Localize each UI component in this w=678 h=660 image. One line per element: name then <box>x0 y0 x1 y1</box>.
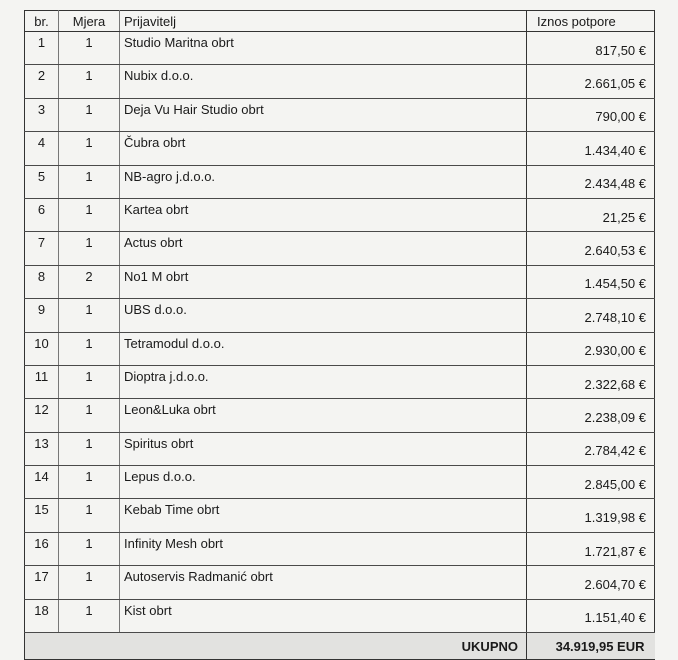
table-row <box>25 399 655 432</box>
row-iznos: 1.319,98 € <box>527 499 655 532</box>
table-row <box>25 65 655 98</box>
row-number: 16 <box>25 532 59 565</box>
row-prijavitelj: Kist obrt <box>120 599 527 632</box>
total-spacer <box>25 633 120 660</box>
row-number: 14 <box>25 466 59 499</box>
table-row <box>25 332 655 365</box>
row-prijavitelj: Čubra obrt <box>120 132 527 165</box>
row-prijavitelj: Nubix d.o.o. <box>120 65 527 98</box>
row-prijavitelj: Actus obrt <box>120 232 527 265</box>
table-row <box>25 566 655 599</box>
row-mjera: 1 <box>59 198 120 231</box>
row-number: 1 <box>25 32 59 65</box>
row-mjera: 1 <box>59 432 120 465</box>
row-prijavitelj: Studio Maritna obrt <box>120 32 527 65</box>
row-number: 7 <box>25 232 59 265</box>
table-row <box>25 198 655 231</box>
row-prijavitelj: Deja Vu Hair Studio obrt <box>120 98 527 131</box>
row-mjera: 1 <box>59 566 120 599</box>
table-row <box>25 265 655 298</box>
row-number: 8 <box>25 265 59 298</box>
row-mjera: 1 <box>59 98 120 131</box>
row-number: 3 <box>25 98 59 131</box>
row-prijavitelj: UBS d.o.o. <box>120 299 527 332</box>
row-prijavitelj: Kartea obrt <box>120 198 527 231</box>
row-prijavitelj: Tetramodul d.o.o. <box>120 332 527 365</box>
row-number: 9 <box>25 299 59 332</box>
grant-table <box>24 10 655 660</box>
row-iznos: 2.661,05 € <box>527 65 655 98</box>
row-mjera: 2 <box>59 265 120 298</box>
grant-table-sheet <box>24 10 654 660</box>
row-prijavitelj: Spiritus obrt <box>120 432 527 465</box>
row-iznos: 1.721,87 € <box>527 532 655 565</box>
table-row <box>25 232 655 265</box>
row-prijavitelj: Autoservis Radmanić obrt <box>120 566 527 599</box>
row-prijavitelj: NB-agro j.d.o.o. <box>120 165 527 198</box>
row-mjera: 1 <box>59 32 120 65</box>
row-number: 11 <box>25 365 59 398</box>
row-mjera: 1 <box>59 165 120 198</box>
row-number: 18 <box>25 599 59 632</box>
row-iznos: 2.434,48 € <box>527 165 655 198</box>
row-number: 17 <box>25 566 59 599</box>
row-number: 4 <box>25 132 59 165</box>
table-row <box>25 32 655 65</box>
table-row <box>25 132 655 165</box>
table-row <box>25 365 655 398</box>
row-mjera: 1 <box>59 365 120 398</box>
row-number: 2 <box>25 65 59 98</box>
table-row <box>25 165 655 198</box>
row-mjera: 1 <box>59 232 120 265</box>
row-mjera: 1 <box>59 499 120 532</box>
row-mjera: 1 <box>59 332 120 365</box>
row-iznos: 2.930,00 € <box>527 332 655 365</box>
header-prijavitelj: Prijavitelj <box>120 11 527 32</box>
row-prijavitelj: Dioptra j.d.o.o. <box>120 365 527 398</box>
row-mjera: 1 <box>59 599 120 632</box>
table-row <box>25 499 655 532</box>
table-row <box>25 532 655 565</box>
total-value: 34.919,95 EUR <box>527 633 655 660</box>
table-row <box>25 466 655 499</box>
row-mjera: 1 <box>59 65 120 98</box>
row-mjera: 1 <box>59 299 120 332</box>
row-iznos: 2.784,42 € <box>527 432 655 465</box>
row-iznos: 2.748,10 € <box>527 299 655 332</box>
header-mjera: Mjera <box>59 11 120 32</box>
table-body <box>25 32 655 633</box>
row-prijavitelj: Lepus d.o.o. <box>120 466 527 499</box>
row-prijavitelj: No1 M obrt <box>120 265 527 298</box>
row-iznos: 817,50 € <box>527 32 655 65</box>
header-br: br. <box>25 11 59 32</box>
row-number: 5 <box>25 165 59 198</box>
table-row <box>25 432 655 465</box>
row-number: 10 <box>25 332 59 365</box>
row-number: 13 <box>25 432 59 465</box>
row-prijavitelj: Leon&Luka obrt <box>120 399 527 432</box>
row-iznos: 1.151,40 € <box>527 599 655 632</box>
row-iznos: 21,25 € <box>527 198 655 231</box>
table-row <box>25 299 655 332</box>
row-iznos: 2.238,09 € <box>527 399 655 432</box>
row-mjera: 1 <box>59 399 120 432</box>
row-number: 6 <box>25 198 59 231</box>
row-prijavitelj: Kebab Time obrt <box>120 499 527 532</box>
row-mjera: 1 <box>59 466 120 499</box>
row-iznos: 1.434,40 € <box>527 132 655 165</box>
row-iznos: 790,00 € <box>527 98 655 131</box>
total-label: UKUPNO <box>120 633 527 660</box>
row-number: 15 <box>25 499 59 532</box>
row-iznos: 2.322,68 € <box>527 365 655 398</box>
row-number: 12 <box>25 399 59 432</box>
table-row <box>25 599 655 632</box>
total-row <box>25 633 655 660</box>
row-iznos: 2.845,00 € <box>527 466 655 499</box>
row-iznos: 2.604,70 € <box>527 566 655 599</box>
row-mjera: 1 <box>59 532 120 565</box>
row-prijavitelj: Infinity Mesh obrt <box>120 532 527 565</box>
header-iznos: Iznos potpore <box>527 11 655 32</box>
row-iznos: 1.454,50 € <box>527 265 655 298</box>
table-header-row <box>25 11 655 32</box>
row-iznos: 2.640,53 € <box>527 232 655 265</box>
table-row <box>25 98 655 131</box>
row-mjera: 1 <box>59 132 120 165</box>
